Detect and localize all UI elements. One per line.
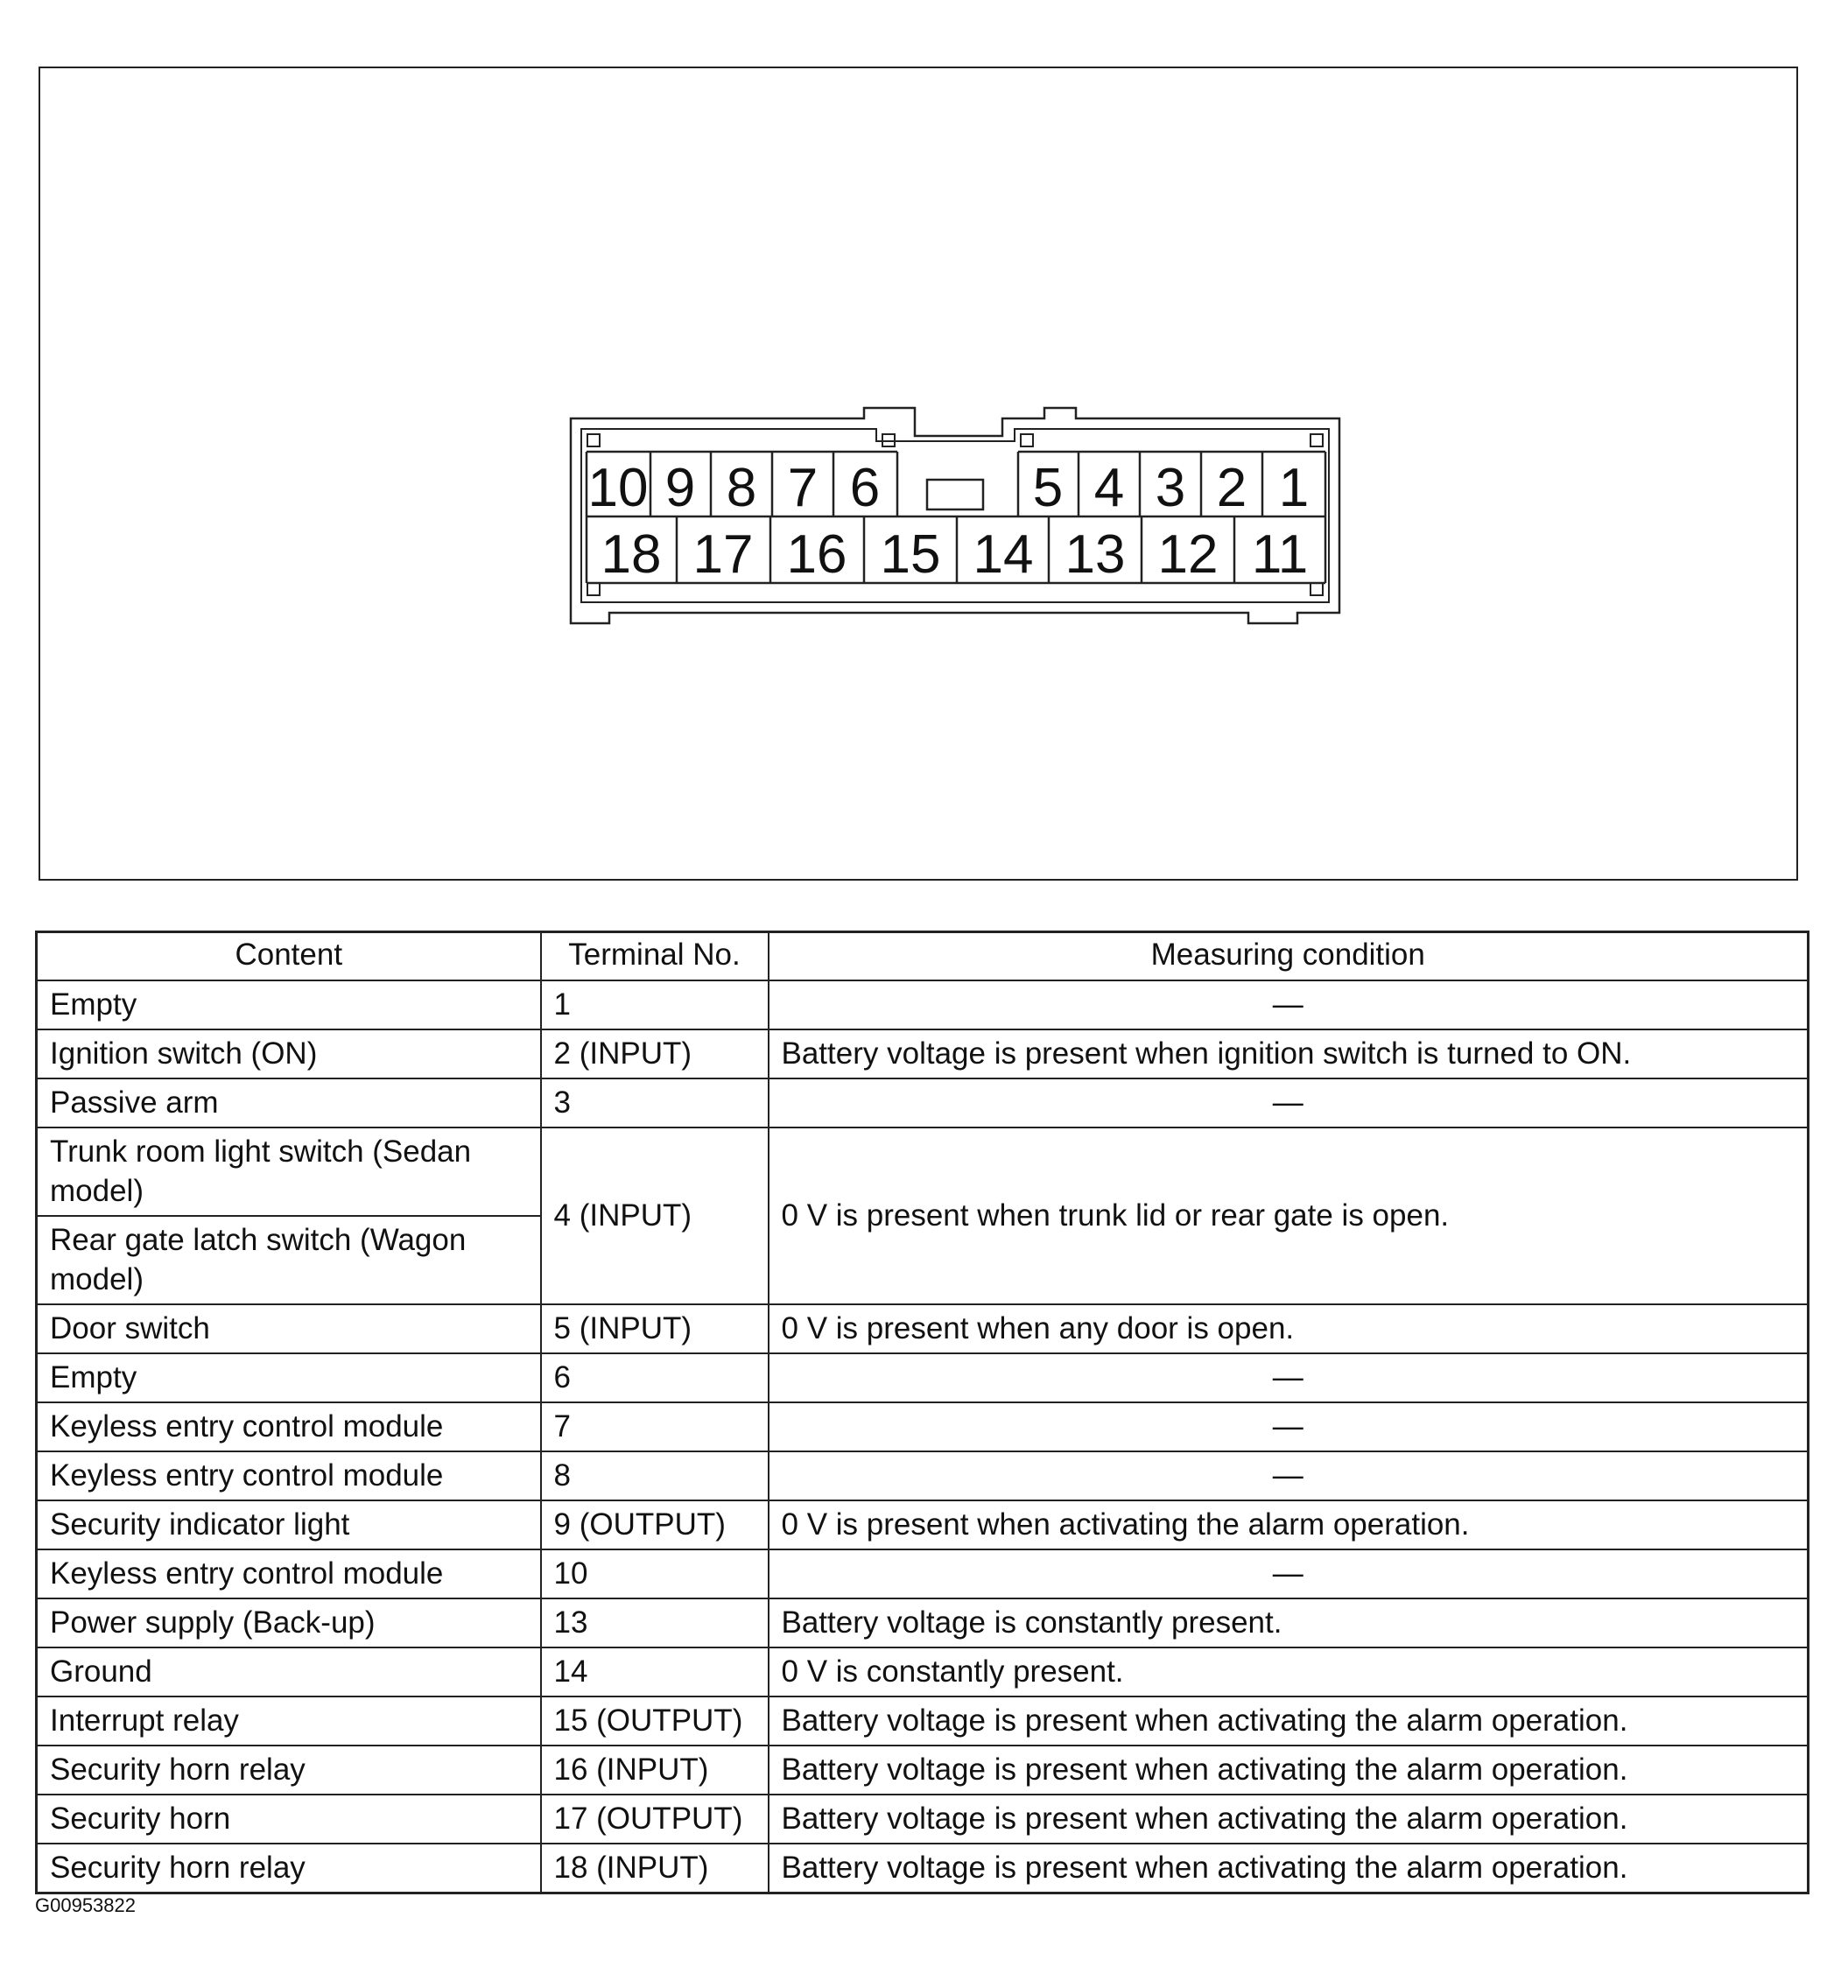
connector-diagram	[40, 68, 1796, 879]
terminal-label-9: 9	[664, 458, 696, 518]
table-row	[37, 1598, 1809, 1647]
cell-content: Trunk room light switch (Sedan model)	[37, 1127, 541, 1216]
cell-terminal: 7	[541, 1402, 769, 1451]
cell-condition: —	[769, 1353, 1809, 1402]
terminal-label-11: 11	[1251, 524, 1309, 585]
terminal-label-16: 16	[786, 524, 847, 585]
cell-content: Ignition switch (ON)	[37, 1029, 541, 1078]
cell-condition: 0 V is present when trunk lid or rear gate is open.	[769, 1127, 1809, 1304]
table-row	[37, 1696, 1809, 1746]
cell-condition: Battery voltage is present when activating the alarm operation.	[769, 1844, 1809, 1893]
cell-terminal: 8	[541, 1451, 769, 1500]
cell-terminal: 2 (INPUT)	[541, 1029, 769, 1078]
terminal-label-8: 8	[726, 458, 757, 518]
cell-content: Rear gate latch switch (Wagon model)	[37, 1216, 541, 1304]
terminal-label-13: 13	[1065, 524, 1126, 585]
terminal-label-17: 17	[692, 524, 754, 585]
cell-terminal: 18 (INPUT)	[541, 1844, 769, 1893]
terminal-label-10: 10	[587, 458, 649, 518]
cell-terminal: 6	[541, 1353, 769, 1402]
terminal-label-1: 1	[1278, 458, 1310, 518]
cell-content: Security horn relay	[37, 1844, 541, 1893]
table-row	[37, 1402, 1809, 1451]
cell-terminal: 13	[541, 1598, 769, 1647]
terminal-label-6: 6	[849, 458, 881, 518]
terminal-table	[35, 931, 1809, 1894]
cell-condition: —	[769, 980, 1809, 1029]
cell-condition: Battery voltage is present when activating the alarm operation.	[769, 1795, 1809, 1844]
terminal-label-12: 12	[1157, 524, 1219, 585]
table-row	[37, 1078, 1809, 1127]
cell-content: Keyless entry control module	[37, 1451, 541, 1500]
cell-content: Ground	[37, 1647, 541, 1696]
cell-terminal: 15 (OUTPUT)	[541, 1696, 769, 1746]
cell-condition: 0 V is constantly present.	[769, 1647, 1809, 1696]
table-row	[37, 1844, 1809, 1893]
cell-terminal: 3	[541, 1078, 769, 1127]
table-row	[37, 1746, 1809, 1795]
latch-top-mid-right	[1021, 434, 1033, 446]
cell-content: Door switch	[37, 1304, 541, 1353]
terminal-label-3: 3	[1155, 458, 1186, 518]
header-content: Content	[37, 932, 541, 981]
table-row	[37, 980, 1809, 1029]
cell-content: Empty	[37, 980, 541, 1029]
cell-content: Keyless entry control module	[37, 1402, 541, 1451]
cell-condition: —	[769, 1402, 1809, 1451]
terminal-label-7: 7	[787, 458, 819, 518]
cell-terminal: 10	[541, 1549, 769, 1598]
latch-bottom-right	[1310, 583, 1323, 595]
table-row	[37, 1451, 1809, 1500]
cell-content: Interrupt relay	[37, 1696, 541, 1746]
cell-condition: Battery voltage is present when ignition switch is turned to ON.	[769, 1029, 1809, 1078]
cell-content: Passive arm	[37, 1078, 541, 1127]
latch-bottom-left	[587, 583, 600, 595]
cell-terminal: 1	[541, 980, 769, 1029]
cell-condition: 0 V is present when activating the alarm operation.	[769, 1500, 1809, 1549]
cell-terminal: 5 (INPUT)	[541, 1304, 769, 1353]
latch-top-left	[587, 434, 600, 446]
table-header-row	[37, 932, 1809, 981]
cell-condition: Battery voltage is present when activating the alarm operation.	[769, 1696, 1809, 1746]
terminal-label-2: 2	[1216, 458, 1247, 518]
cell-condition: —	[769, 1451, 1809, 1500]
cell-condition: Battery voltage is present when activating the alarm operation.	[769, 1746, 1809, 1795]
table-row	[37, 1127, 1809, 1216]
cell-condition: —	[769, 1549, 1809, 1598]
table-row	[37, 1353, 1809, 1402]
cell-terminal: 16 (INPUT)	[541, 1746, 769, 1795]
header-measuring-condition: Measuring condition	[769, 932, 1809, 981]
terminal-label-14: 14	[973, 524, 1034, 585]
cell-content: Keyless entry control module	[37, 1549, 541, 1598]
terminal-label-18: 18	[601, 524, 662, 585]
cell-condition: 0 V is present when any door is open.	[769, 1304, 1809, 1353]
cell-content: Empty	[37, 1353, 541, 1402]
cell-condition: Battery voltage is constantly present.	[769, 1598, 1809, 1647]
terminal-label-15: 15	[880, 524, 941, 585]
header-terminal-no: Terminal No.	[541, 932, 769, 981]
table-row	[37, 1795, 1809, 1844]
cell-terminal: 17 (OUTPUT)	[541, 1795, 769, 1844]
table-row	[37, 1647, 1809, 1696]
table-row	[37, 1549, 1809, 1598]
connector-diagram-frame	[39, 67, 1798, 881]
cell-content: Power supply (Back-up)	[37, 1598, 541, 1647]
terminal-label-4: 4	[1093, 458, 1125, 518]
cell-condition: —	[769, 1078, 1809, 1127]
figure-id: G00953822	[35, 1894, 136, 1916]
table-row	[37, 1029, 1809, 1078]
terminal-label-5: 5	[1032, 458, 1064, 518]
cell-terminal: 14	[541, 1647, 769, 1696]
cell-content: Security indicator light	[37, 1500, 541, 1549]
latch-top-right	[1310, 434, 1323, 446]
cell-content: Security horn relay	[37, 1746, 541, 1795]
table-row	[37, 1500, 1809, 1549]
cell-terminal: 9 (OUTPUT)	[541, 1500, 769, 1549]
table-row	[37, 1304, 1809, 1353]
cell-content: Security horn	[37, 1795, 541, 1844]
cell-terminal: 4 (INPUT)	[541, 1127, 769, 1304]
